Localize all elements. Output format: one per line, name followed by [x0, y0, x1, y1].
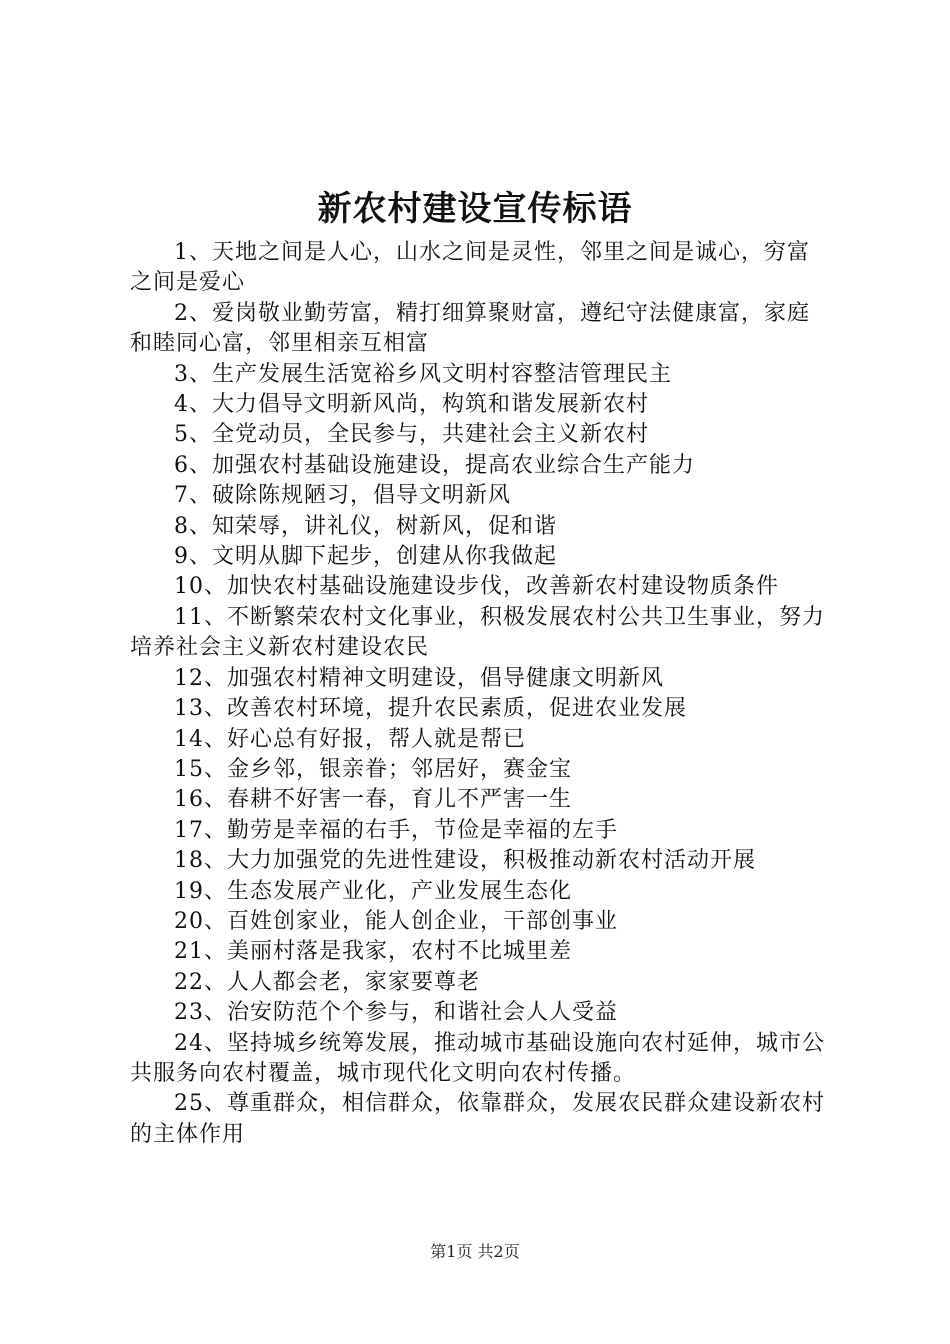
slogan-item: 6、加强农村基础设施建设，提高农业综合生产能力: [174, 452, 695, 478]
slogan-item: 21、美丽村落是我家，农村不比城里差: [174, 939, 572, 965]
slogan-item: 23、治安防范个个参与，和谐社会人人受益: [174, 1000, 618, 1026]
slogan-item: 4、大力倡导文明新风尚，构筑和谐发展新农村: [174, 392, 649, 418]
slogan-item: 11、不断繁荣农村文化事业，积极发展农村公共卫生事业，努力培养社会主义新农村建设农民: [130, 604, 825, 661]
slogan-item: 12、加强农村精神文明建设，倡导健康文明新风: [174, 665, 664, 691]
slogan-item: 7、破除陈规陋习，倡导文明新风: [174, 483, 511, 509]
slogan-item: 3、生产发展生活宽裕乡风文明村容整洁管理民主: [174, 361, 672, 387]
slogan-item: 10、加快农村基础设施建设步伐，改善新农村建设物质条件: [174, 574, 779, 600]
slogan-item: 5、全党动员，全民参与，共建社会主义新农村: [174, 422, 649, 448]
slogan-item: 24、坚持城乡统筹发展，推动城市基础设施向农村延伸，城市公共服务向农村覆盖，城市现代化文明向农村传播。: [130, 1030, 825, 1086]
slogan-item: 1、天地之间是人心，山水之间是灵性，邻里之间是诚心，穷富之间是爱心: [130, 240, 810, 296]
slogan-item: 16、春耕不好害一春，育儿不严害一生: [174, 787, 572, 813]
slogan-list: [130, 238, 830, 1150]
slogan-item: 22、人人都会老，家家要尊老: [174, 969, 480, 995]
slogan-item: 25、尊重群众，相信群众，依靠群众，发展农民群众建设新农村的主体作用: [130, 1091, 825, 1147]
slogan-item: 8、知荣辱，讲礼仪，树新风，促和谐: [174, 513, 557, 539]
slogan-item: 18、大力加强党的先进性建设，积极推动新农村活动开展: [174, 848, 756, 874]
slogan-item: 13、改善农村环境，提升农民素质，促进农业发展: [174, 696, 687, 722]
slogan-item: 9、文明从脚下起步，创建从你我做起: [174, 544, 557, 570]
page-number-footer: 第1页 共2页: [430, 1242, 520, 1261]
slogan-item: 15、金乡邻，银亲眷；邻居好，赛金宝: [174, 756, 572, 782]
slogan-item: 20、百姓创家业，能人创企业，干部创事业: [174, 908, 618, 934]
document-title: 新农村建设宣传标语: [317, 189, 633, 229]
slogan-item: 2、爱岗敬业勤劳富，精打细算聚财富，遵纪守法健康富，家庭和睦同心富，邻里相亲互相富: [130, 300, 810, 357]
slogan-item: 14、好心总有好报，帮人就是帮已: [174, 726, 526, 752]
slogan-item: 17、勤劳是幸福的右手，节俭是幸福的左手: [174, 817, 618, 843]
slogan-item: 19、生态发展产业化，产业发展生态化: [174, 878, 572, 904]
